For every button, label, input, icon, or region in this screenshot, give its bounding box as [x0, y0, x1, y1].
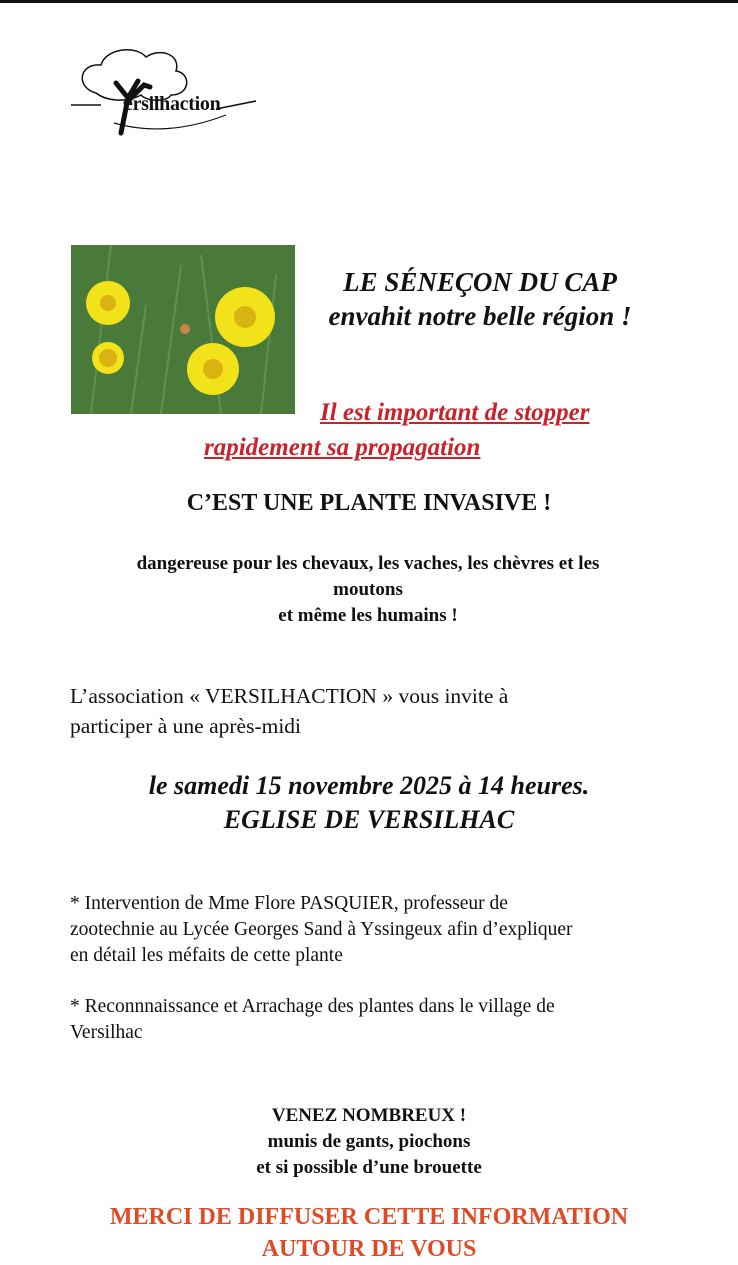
- share-notice: [0, 1201, 738, 1265]
- warning-line-1: Il est important de stopper: [320, 399, 590, 426]
- logo-text: ersilhaction: [124, 93, 221, 115]
- title-line-2: envahit notre belle région !: [328, 301, 632, 331]
- program-item-1: [70, 891, 670, 969]
- danger-text: [88, 551, 648, 629]
- event-details: [0, 769, 738, 837]
- invitation-text: [70, 681, 670, 741]
- danger-line-1: dangereuse pour les chevaux, les vaches, les chèvres et les: [136, 553, 600, 574]
- event-place: EGLISE DE VERSILHAC: [223, 805, 515, 834]
- call-line-2: munis de gants, piochons: [267, 1131, 471, 1152]
- event-date: le samedi 15 novembre 2025 à 14 heures.: [148, 771, 590, 800]
- program-item-2: [70, 994, 670, 1046]
- share-line-1: MERCI DE DIFFUSER CETTE INFORMATION: [109, 1204, 629, 1230]
- page-title: [300, 265, 660, 333]
- item-2-line-1: * Reconnnaissance et Arrachage des plantes dans le village de: [70, 996, 555, 1017]
- danger-line-2: moutons: [333, 579, 403, 600]
- senecio-photo: [71, 245, 295, 414]
- invite-line-1: L’association « VERSILHACTION » vous invite à: [70, 684, 509, 708]
- item-1-line-1: * Intervention de Mme Flore PASQUIER, professeur de: [70, 893, 508, 914]
- versilhaction-logo: [66, 43, 266, 138]
- call-line-3: et si possible d’une brouette: [256, 1157, 482, 1178]
- invite-line-2: participer à une après-midi: [70, 714, 302, 738]
- warning-line-2: rapidement sa propagation: [204, 434, 481, 461]
- flower-image-icon: [71, 245, 295, 414]
- call-to-action: [0, 1103, 738, 1181]
- share-line-2: AUTOUR DE VOUS: [261, 1236, 477, 1262]
- danger-line-3: et même les humains !: [278, 605, 458, 626]
- call-line-1: VENEZ NOMBREUX !: [271, 1105, 467, 1126]
- item-1-line-2: zootechnie au Lycée Georges Sand à Yssingeux afin d’expliquer: [70, 919, 573, 940]
- title-line-1: LE SÉNEÇON DU CAP: [343, 267, 617, 297]
- item-2-line-2: Versilhac: [70, 1022, 143, 1043]
- invasive-heading: C’EST UNE PLANTE INVASIVE !: [186, 490, 552, 516]
- item-1-line-3: en détail les méfaits de cette plante: [70, 945, 343, 966]
- tree-icon: [66, 43, 266, 138]
